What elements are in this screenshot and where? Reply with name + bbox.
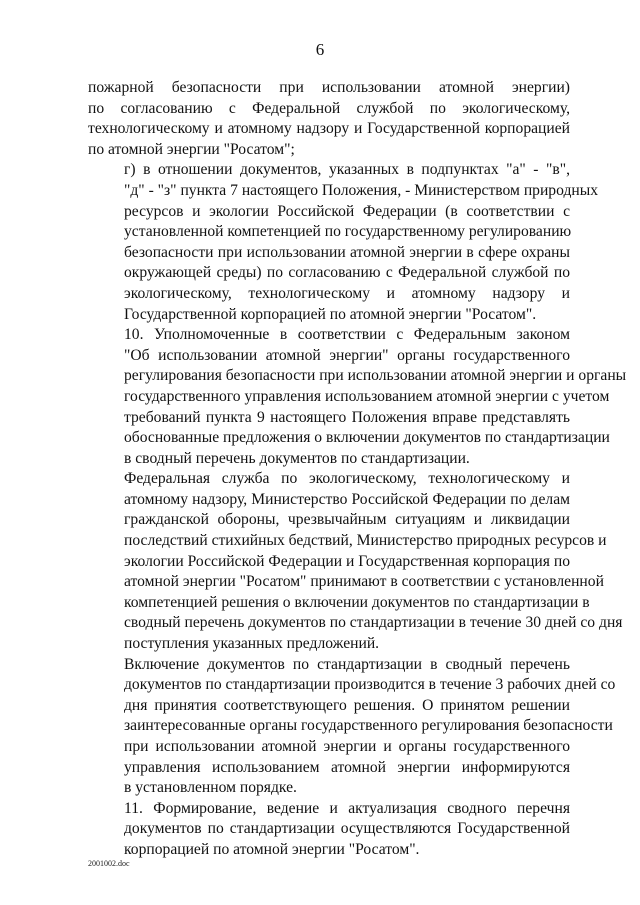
text-line: Государственной корпорацией по атомной энергии "Росатом". [124, 305, 537, 323]
paragraph [88, 655, 616, 799]
text-line: гражданской обороны, чрезвычайным ситуациям и ликвидации [124, 511, 570, 529]
paragraph [88, 325, 627, 469]
text-line: государственного управления использованием атомной энергии с учетом [124, 387, 610, 405]
text-line: "Об использовании атомной энергии" органы государственного [124, 346, 570, 364]
text-line: регулирования безопасности при использовании атомной энергии и органы [124, 367, 627, 385]
text-line: последствий стихийных бедствий, Министерство природных ресурсов и [124, 532, 607, 550]
paragraph [88, 160, 599, 325]
text-line: управления использованием атомной энергии информируются [124, 758, 570, 776]
text-line: г) в отношении документов, указанных в подпунктах "а" - "в", [124, 161, 570, 179]
text-line: "д" - "з" пункта 7 настоящего Положения, - Министерством природных [124, 181, 599, 199]
text-line: документов по стандартизации производится в течение 3 рабочих дней со [124, 676, 616, 694]
text-line: в установленном порядке. [124, 779, 297, 797]
text-line: установленной компетенцией по государственному регулированию [124, 223, 572, 241]
text-line: Включение документов по стандартизации в сводный перечень [124, 655, 570, 673]
text-line: по атомной энергии "Росатом"; [88, 140, 295, 158]
text-line: при использовании атомной энергии и органы государственного [124, 738, 570, 755]
text-line: поступления указанных предложений. [124, 635, 380, 653]
text-line: 10. Уполномоченные в соответствии с Федеральным законом [124, 326, 570, 344]
text-line: 11. Формирование, ведение и актуализация сводного перечня [124, 799, 570, 817]
text-line: пожарной безопасности при использовании атомной энергии) [88, 79, 570, 96]
text-line: корпорацией по атомной энергии "Росатом". [124, 840, 420, 858]
text-line: сводный перечень документов по стандартизации в течение 30 дней со дня [124, 614, 623, 632]
document-body [88, 78, 627, 861]
text-line: ресурсов и экологии Российской Федерации (в соответствии с [124, 202, 570, 220]
text-line: заинтересованные органы государственного регулирования безопасности [124, 717, 613, 735]
text-line: Федеральная служба по экологическому, технологическому и [124, 470, 570, 488]
page-number: 6 [315, 40, 325, 59]
text-line: экологическому, технологическому и атомному надзору и [124, 284, 570, 302]
text-line: экологии Российской Федерации и Государственная корпорация по [124, 552, 570, 570]
text-line: документов по стандартизации осуществляются Государственной [124, 820, 570, 838]
text-line: окружающей среды) по согласованию с Федеральной службой по [124, 264, 570, 282]
text-line: безопасности при использовании атомной энергии в сфере охраны [124, 243, 570, 261]
text-line: обоснованные предложения о включении документов по стандартизации [124, 429, 610, 447]
footer-filename: 2001002.doc [88, 859, 130, 868]
text-line: технологическому и атомному надзору и Государственной корпорацией [88, 120, 570, 138]
text-line: требований пункта 9 настоящего Положения вправе представлять [124, 408, 570, 426]
text-line: дня принятия соответствующего решения. О принятом решении [124, 696, 570, 714]
text-line: в сводный перечень документов по стандартизации. [124, 449, 470, 467]
paragraph [88, 469, 623, 654]
text-line: по согласованию с Федеральной службой по экологическому, [88, 99, 570, 117]
text-line: атомному надзору, Министерство Российской Федерации по делам [124, 490, 570, 508]
text-line: компетенцией решения о включении документов по стандартизации в [124, 593, 590, 611]
text-line: атомной энергии "Росатом" принимают в соответствии с установленной [124, 573, 604, 591]
paragraph [88, 799, 570, 861]
paragraph [88, 78, 570, 160]
